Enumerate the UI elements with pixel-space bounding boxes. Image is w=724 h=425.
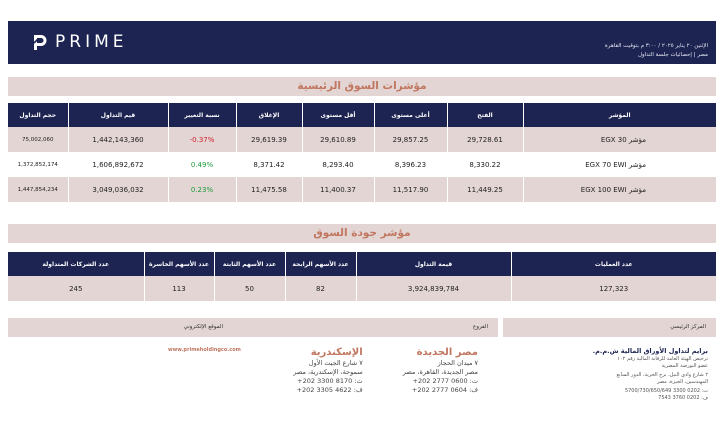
hq-license: ترخيص الهيئة العامة للرقابة المالية رقم ١٠٢	[617, 356, 708, 362]
hq-address-2: المهندسين، الجيزة، مصر	[657, 378, 708, 385]
col-low: أقل مستوى	[302, 103, 374, 127]
report-header	[8, 21, 716, 64]
trading-value-cell: 3,924,839,784	[356, 276, 511, 301]
open-cell: 8,330.22	[447, 152, 523, 177]
logo-text: PRIME	[55, 32, 128, 52]
branch-street: ٧ شارع الجيت الأول	[308, 359, 363, 367]
col-open: الفتح	[447, 103, 523, 127]
website-link[interactable]: www.primeholdingco.com	[168, 347, 241, 353]
transactions-cell: 127,323	[511, 276, 716, 301]
change-cell: 0.49%	[168, 152, 236, 177]
branch-fax: ف: 4622 3305 202+	[296, 386, 363, 394]
branches-label: الفروع	[233, 318, 498, 337]
indices-section-title: مؤشرات السوق الرئيسية	[8, 77, 716, 96]
col-unchanged: عدد الأسهم الثابتة	[214, 252, 285, 276]
footer-website	[8, 318, 241, 420]
report-subtitle: مصر | إحصائيات جلسة التداول	[637, 52, 708, 58]
close-cell: 11,475.58	[236, 177, 302, 202]
volume-cell: 75,002,060	[8, 127, 68, 152]
table-row	[8, 152, 716, 177]
close-cell: 8,371.42	[236, 152, 302, 177]
quality-table	[8, 252, 716, 301]
col-transactions: عدد العمليات	[511, 252, 716, 276]
col-companies-traded: عدد الشركات المتداولة	[8, 252, 144, 276]
hq-company: برايم لتداول الأوراق المالية ش.م.م.	[592, 347, 708, 355]
hq-details	[503, 337, 716, 401]
col-close: الإغلاق	[236, 103, 302, 127]
report-footer	[8, 318, 716, 420]
hq-address-1: ٢ شارع وادي النيل، برج الحرية، الدور السابع	[616, 372, 708, 378]
prime-logo	[32, 32, 128, 52]
low-cell: 11,400.37	[302, 177, 374, 202]
col-volume: حجم التداول	[8, 103, 68, 127]
indices-table	[8, 103, 716, 202]
hq-fax: ف: 0202 3760 7543	[658, 394, 708, 401]
open-cell: 29,728.61	[447, 127, 523, 152]
table-row	[8, 177, 716, 202]
index-name-cell: مؤشر EGX 100 EWI	[523, 177, 716, 202]
value-cell: 3,049,036,032	[68, 177, 168, 202]
branch-fax: ف: 0604 2777 202+	[411, 386, 478, 394]
high-cell: 8,396.23	[374, 152, 447, 177]
indices-header-row	[8, 103, 716, 127]
high-cell: 11,517.90	[374, 177, 447, 202]
col-change: نسبة التغيير	[168, 103, 236, 127]
index-name-cell: مؤشر EGX 30	[523, 127, 716, 152]
hq-label: المركز الرئيسي	[503, 318, 716, 337]
quality-section-title: مؤشر جودة السوق	[8, 224, 716, 243]
footer-headquarters	[503, 318, 716, 420]
footer-branches	[233, 318, 498, 420]
hq-phone: ت: 0202 3300 5700/730/650/649	[624, 388, 708, 394]
branch-city: الإسكندرية	[310, 347, 363, 358]
prime-logo-icon	[32, 34, 47, 51]
quality-header-row	[8, 252, 716, 276]
branch-city: مصر الجديدة	[416, 347, 478, 358]
gainers-cell: 82	[285, 276, 356, 301]
col-losers: عدد الأسهم الخاسرة	[144, 252, 214, 276]
col-gainers: عدد الأسهم الرابحة	[285, 252, 356, 276]
change-cell: 0.23%	[168, 177, 236, 202]
branches-list	[233, 337, 498, 395]
losers-cell: 113	[144, 276, 214, 301]
change-cell: -0.37%	[168, 127, 236, 152]
value-cell: 1,606,892,672	[68, 152, 168, 177]
branch-phone: ت: 8170 3300 202+	[297, 377, 363, 385]
hq-register: عضو البورصة المصرية	[661, 362, 708, 369]
unchanged-cell: 50	[214, 276, 285, 301]
open-cell: 11,449.25	[447, 177, 523, 202]
branch-area: مصر الجديدة، القاهرة، مصر	[402, 368, 478, 376]
col-value: قيم التداول	[68, 103, 168, 127]
col-trading-value: قيمة التداول	[356, 252, 511, 276]
website-label: الموقع الإلكتروني	[8, 318, 233, 337]
header-info	[605, 42, 708, 60]
companies-traded-cell: 245	[8, 276, 144, 301]
branch-street: ٧ ميدان الحجاز	[437, 359, 478, 367]
table-row	[8, 127, 716, 152]
index-name-cell: مؤشر EGX 70 EWI	[523, 152, 716, 177]
report-date: الإثنين ٢٠ يناير ٢٠٢٥ / ٣:٠٠ م بتوقيت القاهرة	[604, 43, 708, 49]
high-cell: 29,857.25	[374, 127, 447, 152]
value-cell: 1,442,143,360	[68, 127, 168, 152]
col-high: أعلى مستوى	[374, 103, 447, 127]
close-cell: 29,619.39	[236, 127, 302, 152]
table-row	[8, 276, 716, 301]
low-cell: 8,293.40	[302, 152, 374, 177]
col-index: المؤشر	[523, 103, 716, 127]
volume-cell: 1,372,852,174	[8, 152, 68, 177]
branch-alexandria	[293, 347, 362, 395]
branch-area: سموحة، الإسكندرية، مصر	[293, 368, 363, 376]
branch-phone: ت: 0600 2777 202+	[412, 377, 478, 385]
branch-heliopolis	[403, 347, 478, 395]
volume-cell: 1,447,854,234	[8, 177, 68, 202]
low-cell: 29,610.89	[302, 127, 374, 152]
